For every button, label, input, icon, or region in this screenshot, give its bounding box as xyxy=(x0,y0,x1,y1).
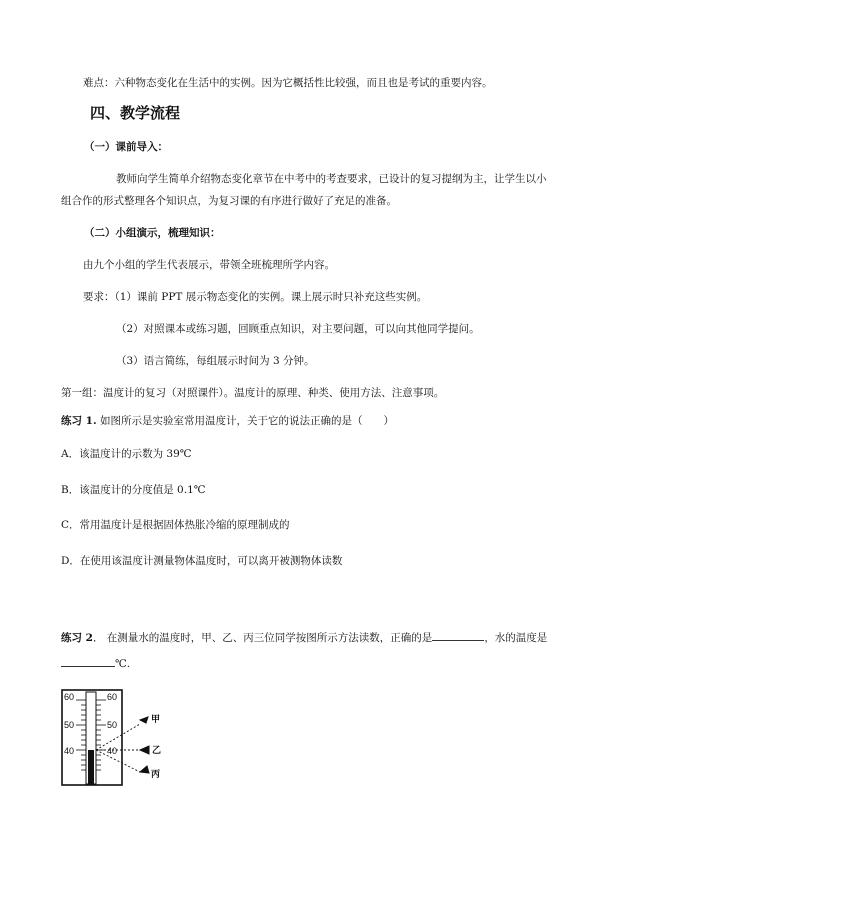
exercise1-option-d: D．在使用该温度计测量物体温度时，可以离开被测物体读数 xyxy=(61,555,343,567)
exercise2-question-line2 xyxy=(61,655,130,671)
exercise1-label: 练习 1. xyxy=(61,415,97,427)
exercise1-question-line xyxy=(61,414,394,428)
part1-heading: （一）课前导入： xyxy=(84,141,168,153)
sight-line-jia xyxy=(96,724,140,750)
scale-left-40: 40 xyxy=(64,746,75,756)
thermometer-figure xyxy=(60,688,170,788)
mercury-column xyxy=(88,750,94,784)
scale-left-50: 50 xyxy=(64,720,75,730)
requirement-1: 要求：（1）课前 PPT 展示物态变化的实例。课上展示时只补充这些实例。 xyxy=(83,291,428,303)
part1-paragraph-line2: 组合作的形式整理各个知识点，为复习课的有序进行做好了充足的准备。 xyxy=(61,195,397,207)
observer-bing: 丙 xyxy=(151,770,161,780)
part1-paragraph-line1: 教师向学生简单介绍物态变化章节在中考中的考查要求，已设计的复习提纲为主，让学生以小 xyxy=(116,173,547,185)
requirement-3: （3）语言简练，每组展示时间为 3 分钟。 xyxy=(116,355,315,367)
group1-text: 第一组：温度计的复习（对照课件）。温度计的原理、种类、使用方法、注意事项。 xyxy=(61,387,445,399)
requirement-2: （2）对照课本或练习题，回顾重点知识，对主要问题，可以向其他同学提问。 xyxy=(116,323,480,335)
exercise2-question-a: ． 在测量水的温度时，甲、乙、丙三位同学按图所示方法读数，正确的是 xyxy=(92,632,433,644)
scale-right-40: 40 xyxy=(107,746,118,756)
eye-yi-icon xyxy=(140,746,149,754)
part2-heading: （二）小组演示，梳理知识： xyxy=(84,227,221,239)
observer-yi: 乙 xyxy=(152,746,162,756)
part2-intro: 由九个小组的学生代表展示，带领全班梳理所学内容。 xyxy=(83,259,335,271)
observer-jia: 甲 xyxy=(151,715,161,725)
exercise1-option-a: A．该温度计的示数为 39℃ xyxy=(61,448,192,460)
scale-left-60: 60 xyxy=(64,692,75,702)
exercise2-question-c: ℃. xyxy=(115,658,131,670)
exercise2-label: 练习 2 xyxy=(61,632,93,644)
exercise1-question: 如图所示是实验室常用温度计，关于它的说法正确的是（ ） xyxy=(99,415,394,427)
answer-blank-2[interactable] xyxy=(61,655,115,667)
eye-bing-icon xyxy=(140,766,149,773)
eye-jia-icon xyxy=(140,717,148,723)
exercise2-question-b: ，水的温度是 xyxy=(484,632,548,644)
scale-right-50: 50 xyxy=(107,720,118,730)
exercise2-question-line1 xyxy=(61,629,547,645)
exercise1-option-b: B．该温度计的分度值是 0.1℃ xyxy=(61,484,206,496)
section-heading: 四、教学流程 xyxy=(90,104,181,122)
answer-blank-1[interactable] xyxy=(432,629,484,641)
scale-right-60: 60 xyxy=(107,692,118,702)
exercise1-option-c: C．常用温度计是根据固体热胀冷缩的原理制成的 xyxy=(61,519,290,531)
difficulty-text: 难点：六种物态变化在生活中的实例。因为它概括性比较强，而且也是考试的重要内容。 xyxy=(83,77,493,89)
sight-line-bing xyxy=(96,750,140,772)
